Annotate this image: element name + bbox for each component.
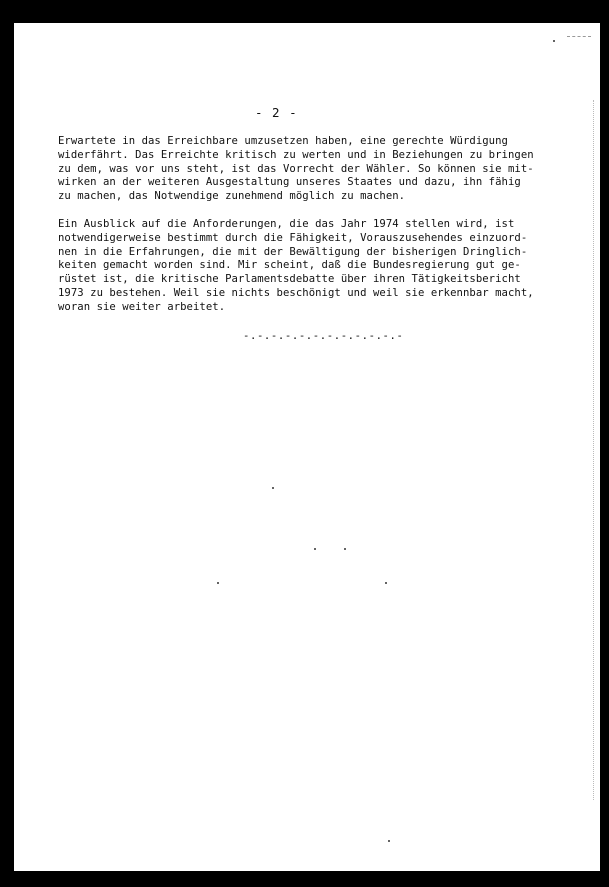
scan-border-bottom [0,871,609,887]
scan-speck [314,548,316,550]
scan-speck [388,840,390,842]
page-number: - 2 - [255,105,298,120]
scan-border-left [0,0,14,887]
scan-speck [553,40,555,42]
scan-border-top [0,0,609,23]
scan-border-right [600,0,609,887]
section-separator: -.-.-.-.-.-.-.-.-.-.-.- [243,330,404,342]
scan-artifact [593,100,595,800]
scan-speck [385,582,387,584]
scan-speck [344,548,346,550]
scan-artifact [567,36,591,37]
body-paragraph: Erwartete in das Erreichbare umzusetzen haben, eine gerechte Würdigung widerfährt. Das Erreichte kritisch zu werten und in Beziehungen zu bringen zu dem, was vor uns steht, ist das Vorrecht der Wähler. So können sie mit- wirken an der weiteren Ausgestaltung unseres Staates und dazu, ihn fähig zu machen, das Notwendige zunehmend möglich zu machen. [58,135,534,203]
scan-speck [217,582,219,584]
body-paragraph: Ein Ausblick auf die Anforderungen, die das Jahr 1974 stellen wird, ist notwendigerweise bestimmt durch die Fähigkeit, Vorauszusehendes einzuord- nen in die Erfahrungen, die mit der Bewältigung der bisherigen Dringlich- keiten gemacht worden sind. Mir scheint, daß die Bundesregierung gut ge- rüstet ist, die kritische Parlamentsdebatte über ihren Tätigkeitsbericht 1973 zu bestehen. Weil sie nichts beschönigt und weil sie erkennbar macht, woran sie weiter arbeitet. [58,218,534,313]
scan-speck [272,487,274,489]
